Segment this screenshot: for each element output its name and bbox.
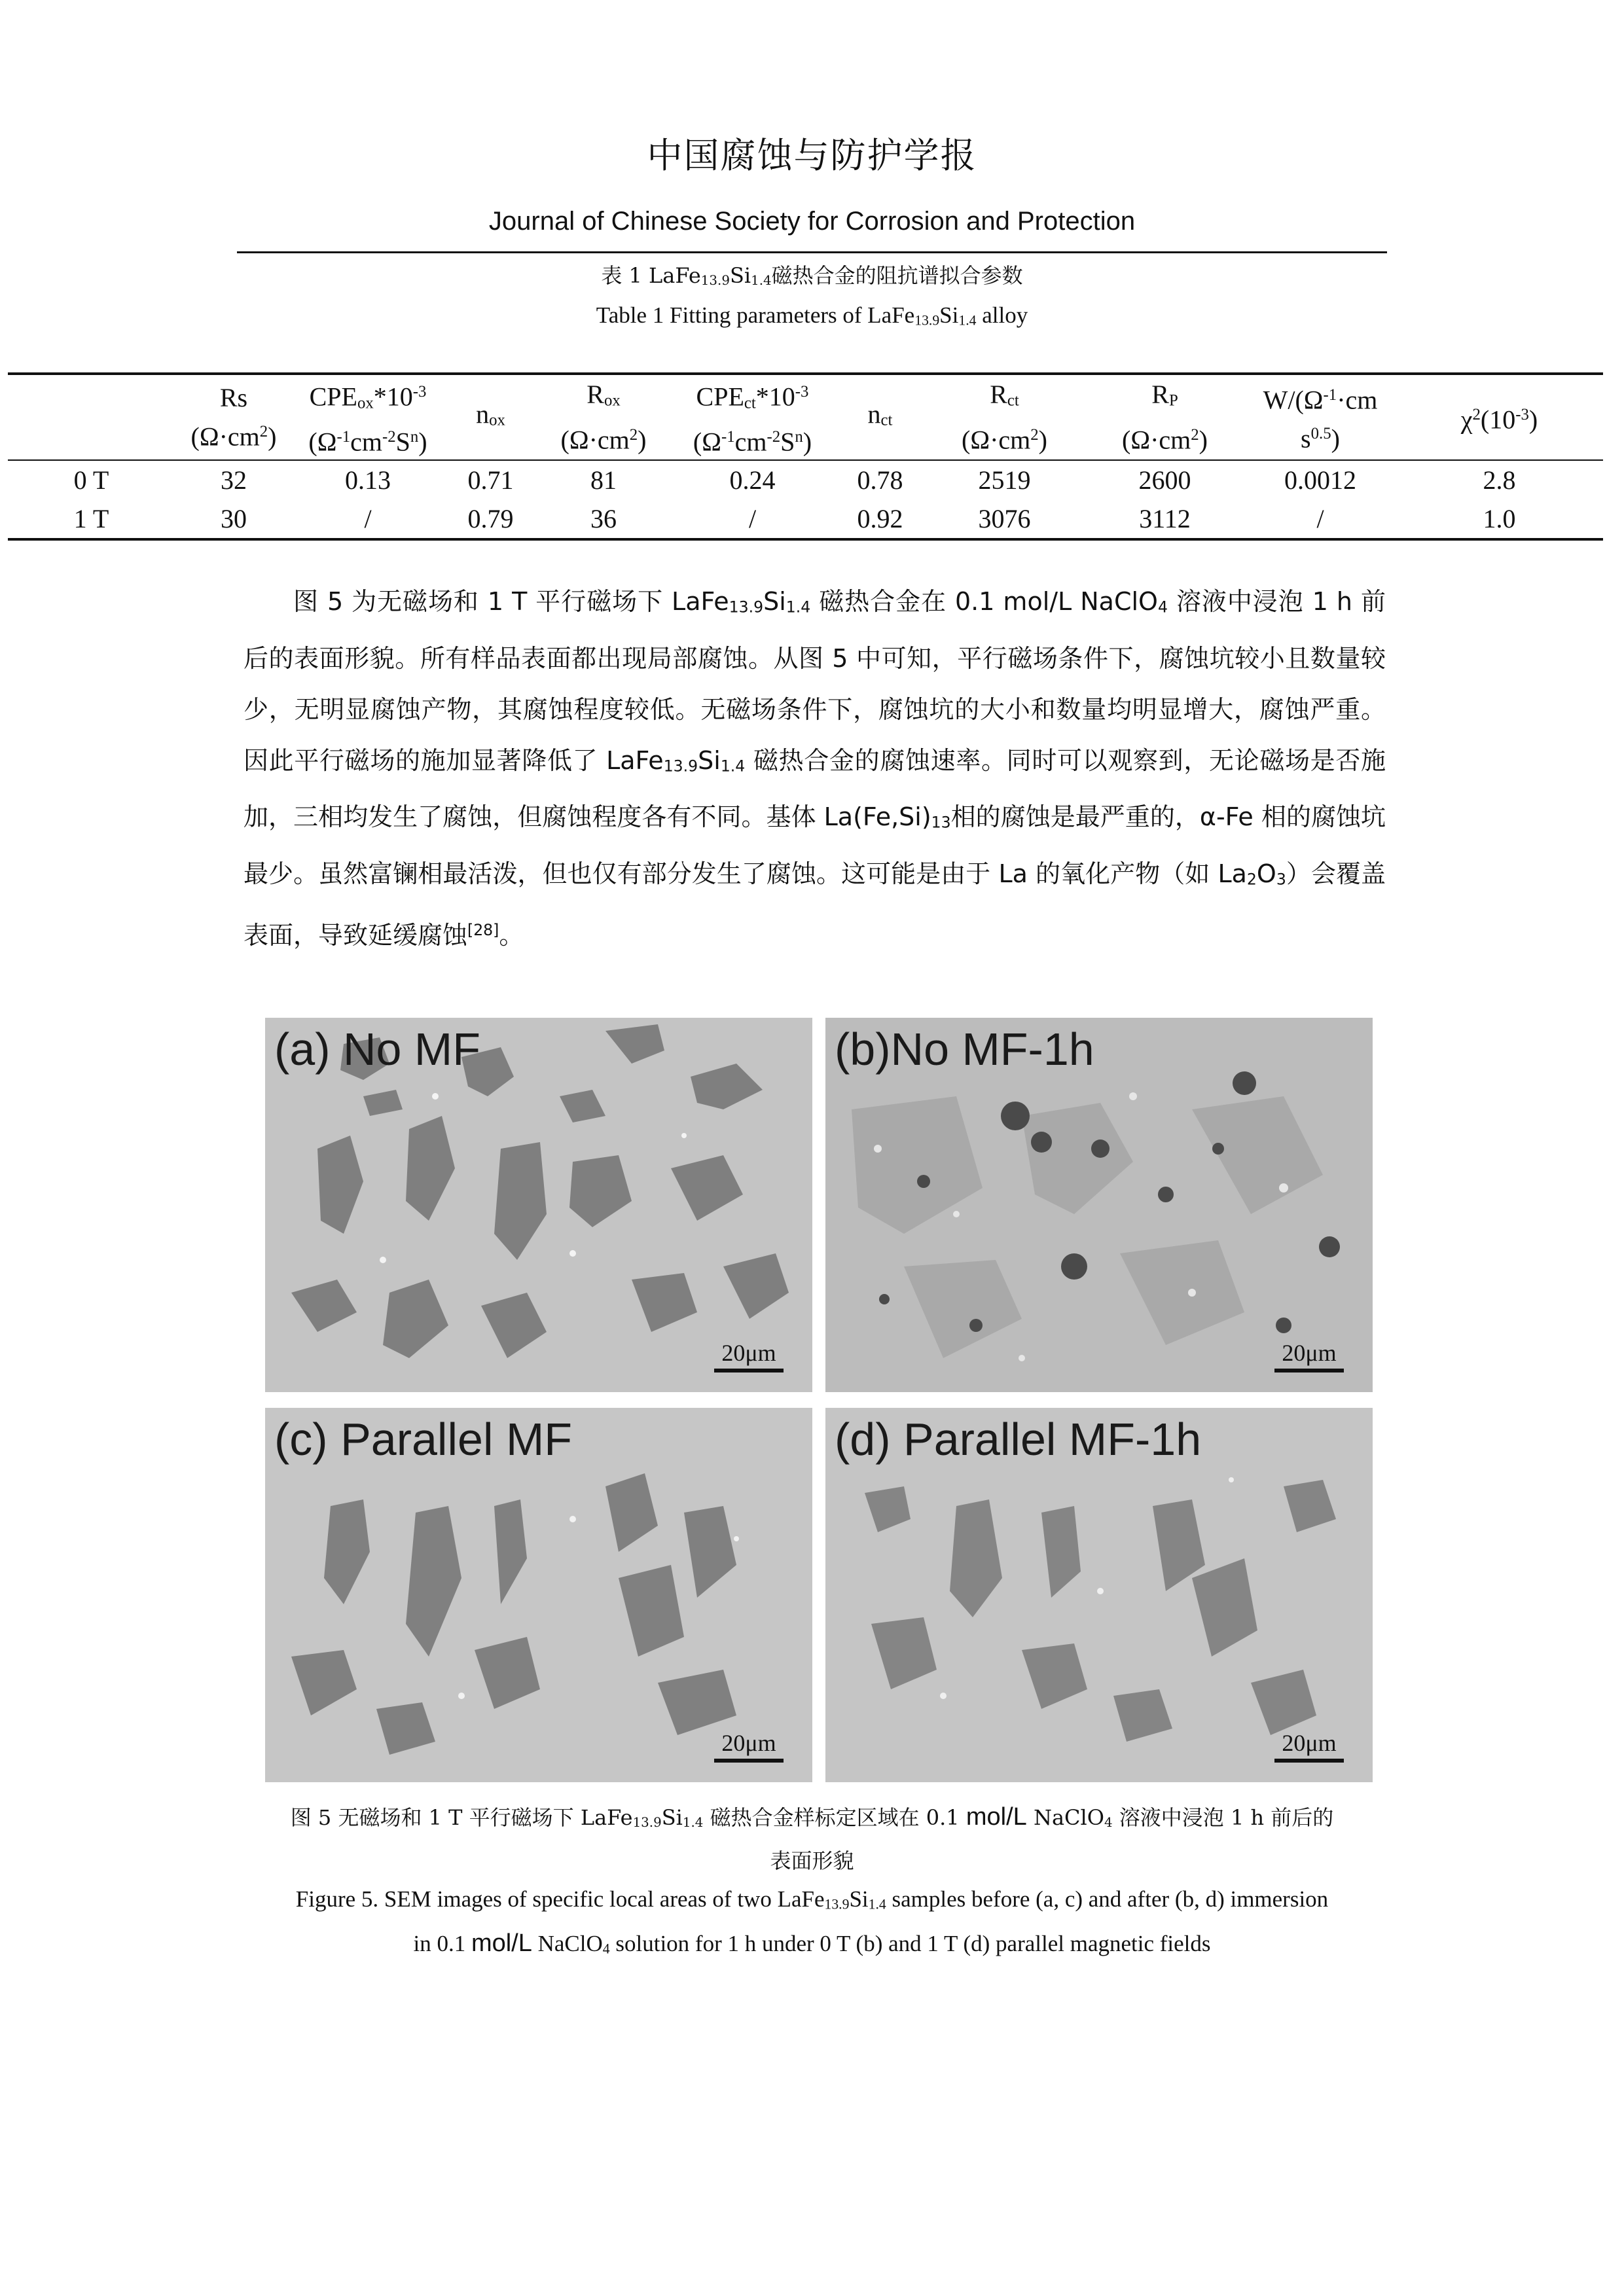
header-rs bbox=[175, 374, 293, 460]
header-text: *10 bbox=[755, 382, 795, 412]
header-text: (Ω bbox=[693, 427, 721, 457]
header-sup: 2 bbox=[1191, 425, 1199, 444]
table-cell: 0.24 bbox=[729, 465, 776, 495]
caption-text: 磁热合金样标定区域在 0.1 bbox=[703, 1805, 966, 1830]
header-text: *10 bbox=[373, 382, 413, 412]
table-cell: 1 T bbox=[73, 503, 109, 533]
text-run: O bbox=[1256, 859, 1276, 888]
header-sup: -3 bbox=[795, 383, 809, 401]
caption-subscript: 1.4 bbox=[751, 272, 772, 288]
table-cell: 0.79 bbox=[467, 503, 514, 533]
scale-bar-line bbox=[1274, 1759, 1344, 1763]
text-subscript: 2 bbox=[1246, 870, 1257, 889]
header-text: ) bbox=[1038, 425, 1047, 455]
header-sub: ct bbox=[1007, 391, 1019, 410]
figure-caption-en-line2 bbox=[0, 1929, 1624, 1958]
caption-subscript: 13.9 bbox=[824, 1896, 850, 1912]
scale-bar bbox=[714, 1340, 784, 1372]
header-line bbox=[541, 378, 666, 418]
header-sup: n bbox=[795, 428, 803, 446]
table-cell: / bbox=[1316, 503, 1324, 533]
header-line bbox=[177, 415, 290, 454]
header-sup: -1 bbox=[336, 428, 351, 446]
header-line bbox=[927, 378, 1082, 418]
header-line bbox=[1087, 418, 1242, 457]
figure-caption-cn bbox=[0, 1801, 1624, 1831]
header-text: (Ω·cm bbox=[962, 425, 1031, 455]
header-line bbox=[295, 375, 441, 420]
scale-bar-line bbox=[714, 1759, 784, 1763]
header-text: χ bbox=[1460, 404, 1473, 435]
body-paragraph bbox=[244, 576, 1386, 961]
table-row bbox=[8, 499, 1603, 539]
table-cell: 0 T bbox=[73, 465, 109, 495]
caption-subscript: 4 bbox=[602, 1941, 610, 1957]
table-cell: 0.71 bbox=[467, 465, 514, 495]
header-cpe-ox bbox=[293, 374, 443, 460]
table-cell: 81 bbox=[590, 465, 617, 495]
figure-caption-en bbox=[0, 1886, 1624, 1912]
table-cell: / bbox=[748, 503, 757, 533]
header-sup: -1 bbox=[721, 428, 735, 446]
header-sub: P bbox=[1168, 391, 1178, 410]
header-text: (Ω·cm bbox=[1122, 425, 1191, 455]
table-cell: 30 bbox=[221, 503, 247, 533]
header-w bbox=[1245, 374, 1396, 460]
header-text: W/(Ω bbox=[1263, 385, 1324, 415]
sem-panel-a bbox=[265, 1018, 812, 1392]
header-line bbox=[541, 418, 666, 457]
panel-label: (a) No MF bbox=[274, 1024, 480, 1075]
caption-text: 溶液中浸泡 1 h 前后的 bbox=[1112, 1805, 1334, 1830]
header-sup: 2 bbox=[629, 425, 638, 444]
table-cell: 2519 bbox=[978, 465, 1031, 495]
text-run: ）会覆盖表面，导致延缓腐蚀 bbox=[244, 859, 1386, 950]
header-line bbox=[295, 420, 441, 459]
caption-text: Si bbox=[661, 1805, 683, 1830]
panel-label: (b)No MF-1h bbox=[835, 1024, 1094, 1075]
caption-text: NaClO bbox=[532, 1931, 603, 1956]
header-divider bbox=[237, 251, 1387, 253]
caption-text: solution for 1 h under 0 T (b) and 1 T (d) parallel magnetic fields bbox=[609, 1931, 1211, 1956]
text-subscript: 3 bbox=[1276, 870, 1286, 889]
header-text: ) bbox=[418, 427, 427, 457]
journal-title-en: Journal of Chinese Society for Corrosion and Protection bbox=[488, 207, 1136, 236]
header-text: ) bbox=[803, 427, 812, 457]
header-text: ) bbox=[638, 425, 647, 455]
table-cell: 2600 bbox=[1138, 465, 1191, 495]
header-text: CPE bbox=[309, 382, 357, 412]
header-sub: ct bbox=[880, 411, 893, 429]
caption-unit: mol/L bbox=[965, 1803, 1027, 1831]
header-text: (Ω·cm bbox=[190, 422, 260, 452]
scale-bar-label: 20μm bbox=[1282, 1730, 1337, 1756]
header-line: Rs bbox=[219, 382, 248, 412]
header-text: n bbox=[476, 399, 490, 429]
caption-text: samples before (a, c) and after (b, d) immersion bbox=[886, 1886, 1329, 1912]
caption-text: 表 1 LaFe bbox=[601, 263, 701, 288]
text-subscript: 1.4 bbox=[785, 598, 811, 617]
text-run: 磁热合金在 0.1 mol/L NaClO bbox=[810, 587, 1158, 616]
header-text: R bbox=[1151, 379, 1169, 409]
caption-subscript: 4 bbox=[1104, 1814, 1113, 1830]
text-subscript: 13.9 bbox=[729, 598, 764, 617]
caption-text: Figure 5. SEM images of specific local areas of two LaFe bbox=[295, 1886, 825, 1912]
caption-subscript: 13.9 bbox=[700, 272, 730, 288]
caption-subscript: 13.9 bbox=[914, 312, 940, 329]
text-subscript: 4 bbox=[1157, 598, 1168, 617]
caption-text: 磁热合金的阻抗谱拟合参数 bbox=[771, 263, 1023, 288]
caption-text: Si bbox=[849, 1886, 869, 1912]
scale-bar bbox=[1274, 1340, 1344, 1372]
table-cell: 3112 bbox=[1139, 503, 1191, 533]
table-caption-en bbox=[0, 302, 1624, 329]
scale-bar-label: 20μm bbox=[721, 1340, 776, 1366]
scale-bar-label: 20μm bbox=[1282, 1340, 1337, 1366]
caption-unit: mol/L bbox=[471, 1929, 532, 1957]
header-text: s bbox=[1301, 424, 1311, 454]
scale-bar-line bbox=[714, 1369, 784, 1372]
table-cell: 36 bbox=[590, 503, 617, 533]
caption-subscript: 13.9 bbox=[632, 1814, 662, 1830]
header-text: n bbox=[867, 399, 881, 429]
caption-subscript: 1.4 bbox=[868, 1896, 886, 1912]
header-r-p bbox=[1085, 374, 1245, 460]
text-subscript: 1.4 bbox=[720, 757, 746, 776]
scale-bar bbox=[714, 1730, 784, 1763]
header-sup: -1 bbox=[1323, 386, 1337, 404]
header-r-ox bbox=[538, 374, 669, 460]
header-text: ) bbox=[268, 422, 277, 452]
header-text: (Ω bbox=[308, 427, 337, 457]
table-cell: 3076 bbox=[978, 503, 1031, 533]
table-row bbox=[8, 460, 1603, 499]
header-n-ct bbox=[836, 374, 924, 460]
figure-5-sem-images bbox=[265, 1018, 1373, 1782]
header-n-ox bbox=[443, 374, 538, 460]
scale-bar bbox=[1274, 1730, 1344, 1763]
text-run: 相的腐蚀是最严重的，α-Fe 相的腐蚀坑最少。虽然富镧相最活泼，但也仅有部分发生了腐蚀。这可能是由于 La 的氧化产物（如 La bbox=[244, 802, 1386, 888]
table-cell: 0.92 bbox=[857, 503, 903, 533]
table-cell: 32 bbox=[221, 465, 247, 495]
journal-title-cn: 中国腐蚀与防护学报 bbox=[647, 135, 977, 176]
table-cell: 0.0012 bbox=[1284, 465, 1356, 495]
header-line bbox=[1087, 378, 1242, 418]
header-sub: ox bbox=[357, 394, 374, 412]
caption-subscript: 1.4 bbox=[682, 1814, 704, 1830]
sem-panel-c bbox=[265, 1408, 812, 1782]
fitting-parameters-table bbox=[8, 372, 1603, 541]
header-sub: ct bbox=[744, 394, 756, 412]
header-text: ) bbox=[1331, 424, 1340, 454]
header-sup: 2 bbox=[1030, 425, 1039, 444]
scale-bar-line bbox=[1274, 1369, 1344, 1372]
header-chi-square bbox=[1396, 374, 1603, 460]
header-text: (Ω·cm bbox=[560, 425, 630, 455]
text-run: 溶液中浸泡 1 h 前后的表面形貌。所有样品表面都出现局部腐蚀。从图 5 中可知，平行磁场条件下，腐蚀坑较小且数量较少，无明显腐蚀产物，其腐蚀程度较低。无磁场条件下，腐蚀坑的大小和数量均明显增大，腐蚀严重。因此平行磁场的施加显著降低了 LaFe bbox=[244, 587, 1386, 775]
panel-label: (c) Parallel MF bbox=[274, 1414, 573, 1465]
header-sup: -2 bbox=[382, 428, 396, 446]
sem-panel-b bbox=[825, 1018, 1373, 1392]
header-text: (10 bbox=[1480, 404, 1516, 435]
caption-text: alloy bbox=[976, 302, 1028, 328]
header-text: ) bbox=[1199, 425, 1208, 455]
header-sup: 0.5 bbox=[1310, 425, 1331, 443]
header-sup: -2 bbox=[767, 428, 781, 446]
header-sup: -3 bbox=[412, 383, 427, 401]
text-run: 。 bbox=[499, 921, 524, 950]
citation-ref: [28] bbox=[467, 921, 499, 940]
header-text: S bbox=[395, 427, 410, 457]
header-text: CPE bbox=[696, 382, 744, 412]
caption-text: in 0.1 bbox=[413, 1931, 471, 1956]
header-sub: ox bbox=[489, 411, 505, 429]
header-sup: -3 bbox=[1515, 405, 1529, 423]
header-sub: ox bbox=[604, 391, 621, 410]
header-sup: 2 bbox=[1472, 405, 1481, 423]
header-line bbox=[1248, 378, 1393, 418]
header-cpe-ct bbox=[669, 374, 836, 460]
text-run: 图 5 为无磁场和 1 T 平行磁场下 LaFe bbox=[293, 587, 729, 616]
header-text: R bbox=[990, 379, 1007, 409]
scale-bar-label: 20μm bbox=[721, 1730, 776, 1756]
header-r-ct bbox=[924, 374, 1085, 460]
caption-text: NaClO bbox=[1026, 1805, 1104, 1830]
text-run: Si bbox=[763, 587, 786, 616]
table-cell: 0.13 bbox=[345, 465, 391, 495]
header-text: cm bbox=[350, 427, 382, 457]
caption-text: 图 5 无磁场和 1 T 平行磁场下 LaFe bbox=[290, 1805, 633, 1830]
header-empty bbox=[8, 374, 175, 460]
table-header-row bbox=[8, 374, 1603, 460]
header-line bbox=[1248, 417, 1393, 456]
caption-text: Si bbox=[939, 302, 959, 328]
header-text: ) bbox=[1528, 404, 1538, 435]
table-cell: 2.8 bbox=[1483, 465, 1516, 495]
header-sup: n bbox=[410, 428, 419, 446]
header-text: S bbox=[780, 427, 795, 457]
header-text: cm bbox=[734, 427, 767, 457]
paragraph-text bbox=[244, 576, 1386, 961]
text-run: 磁热合金的腐蚀速率。同时可以观察到，无论磁场是否施加，三相均发生了腐蚀，但腐蚀程度各有不同。基体 La(Fe,Si) bbox=[244, 745, 1386, 832]
table-caption-cn bbox=[0, 259, 1624, 289]
header-line bbox=[672, 375, 833, 420]
table-cell: 1.0 bbox=[1483, 503, 1516, 533]
table-cell: / bbox=[364, 503, 372, 533]
figure-caption-cn-line2: 表面形貌 bbox=[770, 1848, 854, 1873]
caption-text: Table 1 Fitting parameters of LaFe bbox=[596, 302, 915, 328]
text-subscript: 13 bbox=[931, 813, 951, 832]
caption-subscript: 1.4 bbox=[958, 312, 977, 329]
header-line bbox=[927, 418, 1082, 457]
header-text: R bbox=[586, 379, 604, 409]
header-text: ·cm bbox=[1337, 385, 1378, 415]
caption-text: Si bbox=[729, 263, 751, 288]
text-subscript: 13.9 bbox=[663, 757, 698, 776]
table-cell: 0.78 bbox=[857, 465, 903, 495]
header-sup: 2 bbox=[259, 422, 268, 440]
text-run: Si bbox=[698, 745, 721, 775]
sem-panel-d bbox=[825, 1408, 1373, 1782]
header-line bbox=[672, 420, 833, 459]
panel-label: (d) Parallel MF-1h bbox=[835, 1414, 1202, 1465]
